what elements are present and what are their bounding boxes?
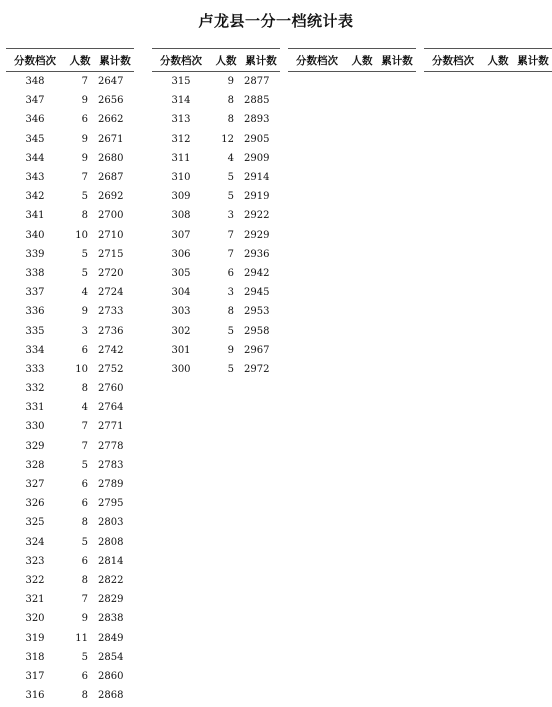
cell-score: 313 — [171, 114, 191, 126]
cell-count: 5 — [81, 191, 88, 203]
cell-score: 347 — [25, 95, 45, 107]
cell-score: 326 — [25, 498, 45, 510]
cell-score: 331 — [25, 402, 45, 414]
cell-score: 329 — [25, 440, 45, 452]
table-row — [6, 72, 134, 91]
cell-score: 318 — [25, 651, 45, 663]
cell-count: 5 — [227, 191, 234, 203]
cell-cumulative: 2783 — [98, 459, 124, 471]
table-row — [6, 437, 134, 456]
header-count: 人数 — [351, 54, 373, 67]
table-row — [6, 456, 134, 475]
cell-cumulative: 2778 — [98, 440, 124, 452]
cell-count: 8 — [81, 690, 88, 702]
cell-score: 332 — [25, 383, 45, 395]
cell-count: 8 — [227, 95, 234, 107]
header-score: 分数档次 — [160, 54, 202, 67]
table-column-3 — [288, 48, 416, 72]
cell-cumulative: 2742 — [98, 344, 124, 356]
header-cumulative: 累计数 — [99, 54, 131, 67]
cell-score: 324 — [25, 536, 45, 548]
cell-count: 9 — [81, 306, 88, 318]
cell-score: 333 — [25, 363, 45, 375]
cell-score: 306 — [171, 248, 191, 260]
table-row — [152, 302, 280, 321]
cell-cumulative: 2795 — [98, 498, 124, 510]
cell-score: 301 — [171, 344, 191, 356]
cell-count: 9 — [81, 613, 88, 625]
cell-score: 343 — [25, 172, 45, 184]
cell-score: 314 — [171, 95, 191, 107]
table-row — [152, 91, 280, 110]
column-header — [6, 48, 134, 72]
cell-count: 7 — [81, 172, 88, 184]
cell-cumulative: 2662 — [98, 114, 124, 126]
cell-cumulative: 2958 — [244, 325, 270, 337]
cell-cumulative: 2838 — [98, 613, 124, 625]
cell-score: 337 — [25, 287, 45, 299]
cell-score: 346 — [25, 114, 45, 126]
cell-count: 3 — [227, 210, 234, 222]
cell-count: 5 — [81, 536, 88, 548]
table-row — [6, 226, 134, 245]
cell-count: 9 — [227, 344, 234, 356]
table-row — [152, 360, 280, 379]
cell-count: 3 — [81, 325, 88, 337]
cell-cumulative: 2972 — [244, 363, 270, 375]
cell-count: 10 — [75, 229, 88, 241]
cell-score: 339 — [25, 248, 45, 260]
table-row — [6, 168, 134, 187]
cell-score: 338 — [25, 267, 45, 279]
table-row — [152, 110, 280, 129]
table-row — [6, 398, 134, 417]
cell-count: 7 — [81, 594, 88, 606]
table-row — [152, 341, 280, 360]
cell-count: 5 — [227, 172, 234, 184]
cell-count: 8 — [81, 383, 88, 395]
header-count: 人数 — [69, 54, 91, 67]
cell-cumulative: 2953 — [244, 306, 270, 318]
cell-cumulative: 2680 — [98, 152, 124, 164]
table-row — [152, 321, 280, 340]
page-title: 卢龙县一分一档统计表 — [198, 12, 354, 30]
cell-count: 6 — [81, 670, 88, 682]
cell-score: 311 — [171, 152, 191, 164]
cell-cumulative: 2671 — [98, 133, 124, 145]
header-count: 人数 — [487, 54, 509, 67]
table-row — [152, 72, 280, 91]
cell-cumulative: 2808 — [98, 536, 124, 548]
cell-count: 4 — [81, 287, 88, 299]
cell-cumulative: 2687 — [98, 172, 124, 184]
cell-count: 7 — [227, 248, 234, 260]
cell-score: 316 — [25, 690, 45, 702]
cell-count: 9 — [81, 133, 88, 145]
table-row — [6, 283, 134, 302]
cell-score: 327 — [25, 479, 45, 491]
cell-cumulative: 2849 — [98, 632, 124, 644]
cell-cumulative: 2647 — [98, 76, 124, 88]
cell-count: 6 — [227, 267, 234, 279]
cell-score: 307 — [171, 229, 191, 241]
cell-count: 7 — [81, 421, 88, 433]
cell-count: 3 — [227, 287, 234, 299]
column-header — [424, 48, 552, 72]
cell-cumulative: 2789 — [98, 479, 124, 491]
table-row — [6, 206, 134, 225]
table-row — [152, 206, 280, 225]
table-row — [6, 360, 134, 379]
table-row — [6, 130, 134, 149]
cell-score: 325 — [25, 517, 45, 529]
cell-count: 6 — [81, 555, 88, 567]
table-row — [152, 264, 280, 283]
cell-score: 302 — [171, 325, 191, 337]
cell-score: 309 — [171, 191, 191, 203]
cell-score: 330 — [25, 421, 45, 433]
cell-count: 5 — [81, 459, 88, 471]
cell-cumulative: 2877 — [244, 76, 270, 88]
cell-cumulative: 2945 — [244, 287, 270, 299]
cell-cumulative: 2919 — [244, 191, 270, 203]
column-header — [152, 48, 280, 72]
cell-count: 8 — [81, 574, 88, 586]
table-column-2 — [152, 48, 280, 379]
cell-cumulative: 2967 — [244, 344, 270, 356]
cell-cumulative: 2822 — [98, 574, 124, 586]
cell-score: 317 — [25, 670, 45, 682]
cell-cumulative: 2905 — [244, 133, 270, 145]
table-row — [6, 417, 134, 436]
cell-count: 5 — [227, 363, 234, 375]
cell-cumulative: 2936 — [244, 248, 270, 260]
cell-count: 8 — [227, 114, 234, 126]
cell-count: 10 — [75, 363, 88, 375]
column-header — [288, 48, 416, 72]
table-row — [152, 187, 280, 206]
table-row — [152, 226, 280, 245]
cell-cumulative: 2736 — [98, 325, 124, 337]
cell-cumulative: 2692 — [98, 191, 124, 203]
cell-score: 340 — [25, 229, 45, 241]
table-row — [6, 379, 134, 398]
cell-count: 6 — [81, 344, 88, 356]
table-row — [6, 628, 134, 647]
cell-count: 11 — [75, 632, 88, 644]
table-row — [6, 648, 134, 667]
header-cumulative: 累计数 — [381, 54, 413, 67]
cell-score: 308 — [171, 210, 191, 222]
table-row — [6, 667, 134, 686]
cell-count: 4 — [227, 152, 234, 164]
cell-score: 300 — [171, 363, 191, 375]
table-row — [152, 283, 280, 302]
table-row — [6, 552, 134, 571]
table-row — [6, 475, 134, 494]
table-row — [152, 168, 280, 187]
cell-cumulative: 2752 — [98, 363, 124, 375]
cell-score: 321 — [25, 594, 45, 606]
cell-count: 7 — [81, 76, 88, 88]
cell-score: 310 — [171, 172, 191, 184]
table-row — [6, 533, 134, 552]
table-row — [6, 321, 134, 340]
table-row — [6, 686, 134, 705]
cell-cumulative: 2656 — [98, 95, 124, 107]
header-cumulative: 累计数 — [517, 54, 549, 67]
cell-cumulative: 2710 — [98, 229, 124, 241]
cell-cumulative: 2760 — [98, 383, 124, 395]
cell-cumulative: 2803 — [98, 517, 124, 529]
cell-score: 344 — [25, 152, 45, 164]
cell-score: 319 — [25, 632, 45, 644]
cell-count: 6 — [81, 498, 88, 510]
table-row — [6, 245, 134, 264]
cell-count: 9 — [81, 152, 88, 164]
cell-score: 304 — [171, 287, 191, 299]
cell-cumulative: 2860 — [98, 670, 124, 682]
header-score: 分数档次 — [296, 54, 338, 67]
cell-cumulative: 2942 — [244, 267, 270, 279]
table-row — [6, 494, 134, 513]
cell-count: 8 — [227, 306, 234, 318]
cell-count: 8 — [81, 517, 88, 529]
cell-count: 12 — [221, 133, 234, 145]
cell-count: 5 — [81, 248, 88, 260]
cell-score: 341 — [25, 210, 45, 222]
cell-score: 303 — [171, 306, 191, 318]
cell-count: 8 — [81, 210, 88, 222]
cell-cumulative: 2733 — [98, 306, 124, 318]
cell-score: 323 — [25, 555, 45, 567]
cell-cumulative: 2724 — [98, 287, 124, 299]
table-row — [152, 149, 280, 168]
cell-cumulative: 2929 — [244, 229, 270, 241]
table-rows — [152, 72, 280, 379]
table-column-4 — [424, 48, 552, 72]
cell-cumulative: 2829 — [98, 594, 124, 606]
table-row — [6, 571, 134, 590]
cell-count: 5 — [81, 651, 88, 663]
cell-count: 5 — [227, 325, 234, 337]
cell-cumulative: 2700 — [98, 210, 124, 222]
cell-score: 345 — [25, 133, 45, 145]
cell-cumulative: 2922 — [244, 210, 270, 222]
table-row — [6, 302, 134, 321]
cell-cumulative: 2885 — [244, 95, 270, 107]
table-column-1 — [6, 48, 134, 705]
cell-cumulative: 2893 — [244, 114, 270, 126]
table-row — [6, 187, 134, 206]
cell-score: 335 — [25, 325, 45, 337]
cell-count: 9 — [227, 76, 234, 88]
cell-cumulative: 2720 — [98, 267, 124, 279]
table-row — [6, 341, 134, 360]
table-row — [152, 130, 280, 149]
cell-cumulative: 2854 — [98, 651, 124, 663]
header-score: 分数档次 — [432, 54, 474, 67]
table-row — [6, 149, 134, 168]
table-row — [152, 245, 280, 264]
cell-cumulative: 2868 — [98, 690, 124, 702]
cell-score: 342 — [25, 191, 45, 203]
cell-score: 320 — [25, 613, 45, 625]
cell-count: 6 — [81, 479, 88, 491]
table-row — [6, 91, 134, 110]
cell-cumulative: 2764 — [98, 402, 124, 414]
cell-cumulative: 2715 — [98, 248, 124, 260]
cell-score: 315 — [171, 76, 191, 88]
cell-count: 7 — [81, 440, 88, 452]
cell-cumulative: 2771 — [98, 421, 124, 433]
cell-count: 6 — [81, 114, 88, 126]
cell-count: 4 — [81, 402, 88, 414]
cell-score: 334 — [25, 344, 45, 356]
table-rows — [6, 72, 134, 705]
table-row — [6, 110, 134, 129]
cell-cumulative: 2814 — [98, 555, 124, 567]
cell-score: 312 — [171, 133, 191, 145]
cell-count: 5 — [81, 267, 88, 279]
header-cumulative: 累计数 — [245, 54, 277, 67]
table-row — [6, 513, 134, 532]
cell-score: 328 — [25, 459, 45, 471]
cell-score: 322 — [25, 574, 45, 586]
cell-count: 9 — [81, 95, 88, 107]
cell-score: 336 — [25, 306, 45, 318]
table-row — [6, 590, 134, 609]
cell-score: 348 — [25, 76, 45, 88]
cell-score: 305 — [171, 267, 191, 279]
table-row — [6, 609, 134, 628]
cell-cumulative: 2914 — [244, 172, 270, 184]
cell-count: 7 — [227, 229, 234, 241]
header-count: 人数 — [215, 54, 237, 67]
cell-cumulative: 2909 — [244, 152, 270, 164]
table-row — [6, 264, 134, 283]
header-score: 分数档次 — [14, 54, 56, 67]
